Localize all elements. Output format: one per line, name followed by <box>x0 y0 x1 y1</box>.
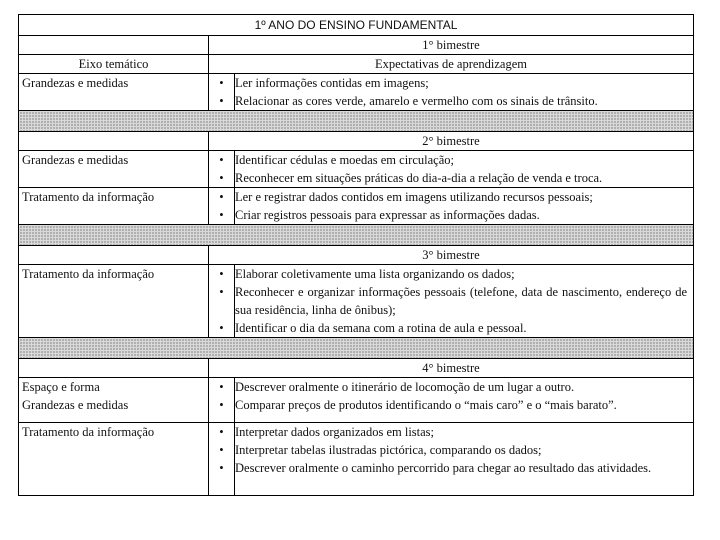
expectativa-item: Identificar o dia da semana com a rotina de aula e pessoal. <box>235 321 527 335</box>
bimestre-2-group-1-bullets <box>209 151 235 188</box>
column-headers-row <box>19 55 694 74</box>
bullet-icon: • <box>219 208 224 222</box>
bimestre-4-header-row <box>19 359 694 378</box>
bimestre-2-group-1-eixo: Grandezas e medidas <box>19 151 209 188</box>
bimestre-4-group-2-eixo: Tratamento da informação <box>19 423 209 496</box>
bimestre-4-group-2 <box>19 423 694 496</box>
bullet-icon: • <box>219 76 224 90</box>
bimestre-4-group-1 <box>19 378 694 423</box>
curriculum-table <box>18 14 694 496</box>
expectativa-item: Ler e registrar dados contidos em imagens utilizando recursos pessoais; <box>235 190 593 204</box>
bullet-icon: • <box>219 267 224 281</box>
eixo-label: Espaço e forma <box>22 380 100 394</box>
bullet-icon: • <box>219 380 224 394</box>
bimestre-4-group-1-bullets <box>209 378 235 423</box>
bimestre-3-group-1-eixo: Tratamento da informação <box>19 265 209 338</box>
bullet-icon: • <box>219 425 224 439</box>
expectativa-item: Comparar preços de produtos identificando o “mais caro” e o “mais barato”. <box>235 398 617 412</box>
title-row <box>19 15 694 36</box>
document-title: 1º ANO DO ENSINO FUNDAMENTAL <box>19 15 694 36</box>
bimestre-4-group-1-items <box>235 378 694 423</box>
bimestre-2-group-2-items <box>235 188 694 225</box>
bimestre-3-group-1-bullets <box>209 265 235 338</box>
expectativa-item: Interpretar tabelas ilustradas pictórica, comparando os dados; <box>235 443 542 457</box>
expectativa-item: Criar registros pessoais para expressar as informações dadas. <box>235 208 540 222</box>
bullet-icon: • <box>219 461 224 475</box>
expectativa-item: Reconhecer em situações práticas do dia-a-dia a relação de venda e troca. <box>235 171 603 185</box>
expectativas-header: Expectativas de aprendizagem <box>209 55 694 74</box>
bimestre-1-group-1-eixo: Grandezas e medidas <box>19 74 209 111</box>
bimestre-2-group-1 <box>19 151 694 188</box>
bimestre-2-label: 2° bimestre <box>209 132 694 151</box>
bimestre-1-group-1 <box>19 74 694 111</box>
expectativa-item: Interpretar dados organizados em listas; <box>235 425 435 439</box>
bimestre-3-label: 3° bimestre <box>209 246 694 265</box>
bimestre-2-group-2-eixo: Tratamento da informação <box>19 188 209 225</box>
bimestre-1-group-1-bullets <box>209 74 235 111</box>
bimestre-3-header-row <box>19 246 694 265</box>
expectativa-item: Elaborar coletivamente uma lista organizando os dados; <box>235 267 515 281</box>
bimestre-4-group-1-eixo <box>19 378 209 423</box>
bullet-icon: • <box>219 190 224 204</box>
bimestre-1-label: 1° bimestre <box>209 36 694 55</box>
bimestre-2-header-row <box>19 132 694 151</box>
expectativa-item: Relacionar as cores verde, amarelo e vermelho com os sinais de trânsito. <box>235 94 598 108</box>
eixo-header: Eixo temático <box>19 55 209 74</box>
separator-bar-1 <box>19 111 694 132</box>
bullet-icon: • <box>219 321 224 335</box>
bullet-icon: • <box>219 153 224 167</box>
bimestre-1-header-row <box>19 36 694 55</box>
bullet-icon: • <box>219 94 224 108</box>
bimestre-4-label: 4° bimestre <box>209 359 694 378</box>
expectativa-item: Descrever oralmente o itinerário de locomoção de um lugar a outro. <box>235 380 575 394</box>
bimestre-2-group-2 <box>19 188 694 225</box>
bimestre-3-header-blank <box>19 246 209 265</box>
bullet-icon: • <box>219 398 224 412</box>
expectativa-item: Ler informações contidas em imagens; <box>235 76 429 90</box>
separator-bar-2 <box>19 225 694 246</box>
bimestre-4-group-2-items <box>235 423 694 496</box>
expectativa-item: Identificar cédulas e moedas em circulação; <box>235 153 454 167</box>
bimestre-2-group-1-items <box>235 151 694 188</box>
expectativa-item: Reconhecer e organizar informações pessoais (telefone, data de nascimento, endereço de sua residência, linha de ônibus); <box>235 285 687 317</box>
bimestre-3-group-1-items <box>235 265 694 338</box>
bimestre-1-header-blank <box>19 36 209 55</box>
bullet-icon: • <box>219 171 224 185</box>
bimestre-2-group-2-bullets <box>209 188 235 225</box>
eixo-label: Grandezas e medidas <box>22 398 129 412</box>
bullet-icon: • <box>219 285 224 299</box>
bimestre-2-header-blank <box>19 132 209 151</box>
bimestre-1-group-1-items <box>235 74 694 111</box>
expectativa-item: Descrever oralmente o caminho percorrido para chegar ao resultado das atividades. <box>235 461 652 475</box>
bimestre-3-group-1 <box>19 265 694 338</box>
bimestre-4-group-2-bullets <box>209 423 235 496</box>
bimestre-4-header-blank <box>19 359 209 378</box>
separator-bar-3 <box>19 338 694 359</box>
bullet-icon: • <box>219 443 224 457</box>
